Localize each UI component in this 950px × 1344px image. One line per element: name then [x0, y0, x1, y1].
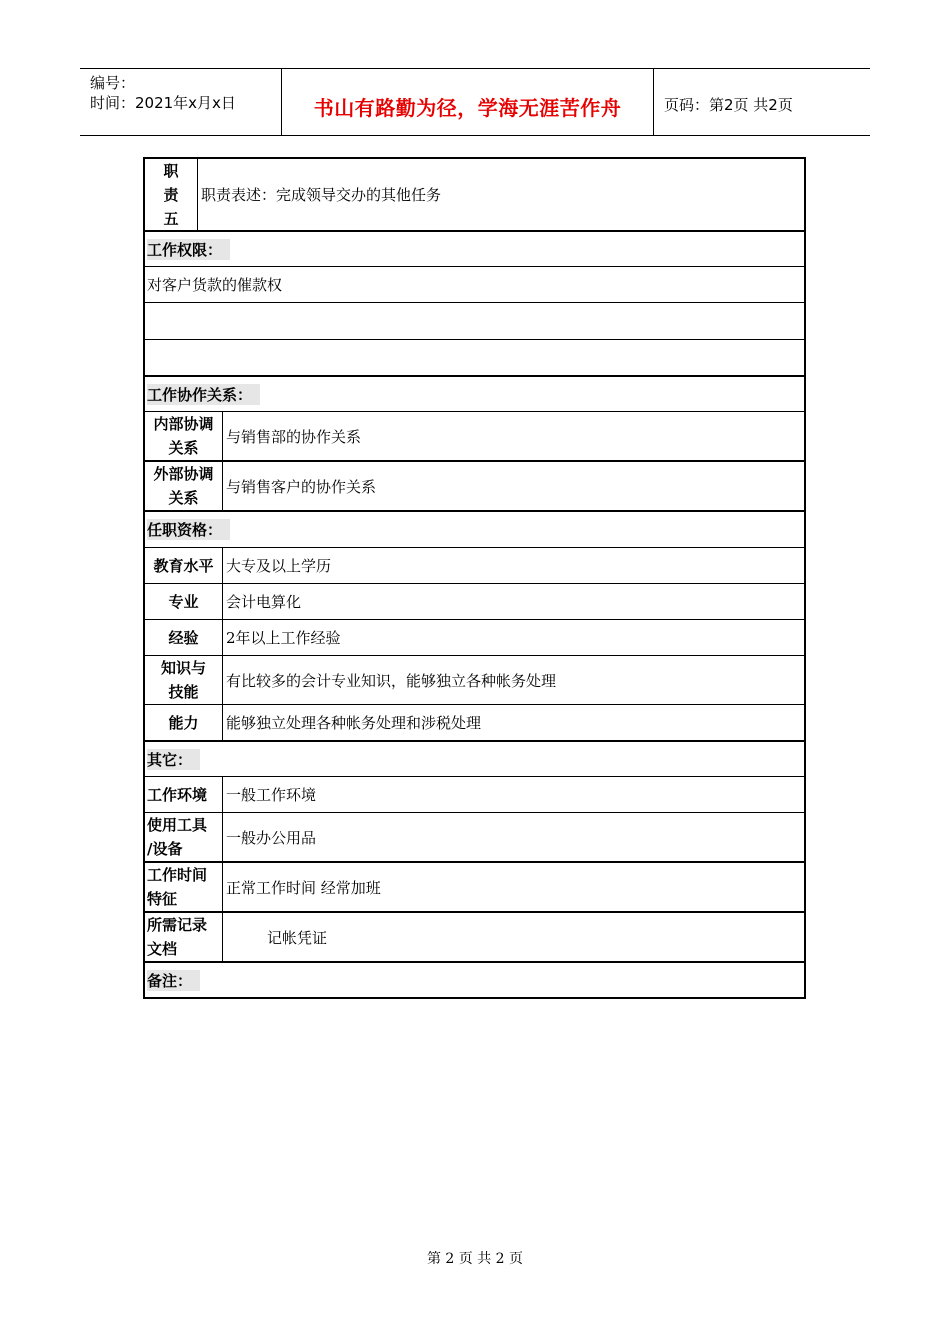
qualification-row: [143, 705, 806, 742]
other-label: 所需记录 文档: [145, 913, 223, 961]
qualification-row: [143, 584, 806, 620]
cooperation-title: 工作协作关系：: [147, 384, 260, 405]
qualification-row: [143, 620, 806, 656]
other-row: [143, 813, 806, 863]
qualification-value: 2年以上工作经验: [226, 629, 341, 647]
qualification-value: 能够独立处理各种帐务处理和涉税处理: [226, 714, 482, 732]
page-footer: 第 2 页 共 2 页: [426, 1251, 524, 1267]
remarks-row: [143, 963, 806, 999]
remarks-title: 备注：: [147, 970, 200, 991]
cooperation-value: 与销售客户的协作关系: [226, 477, 377, 496]
other-title: 其它：: [147, 749, 200, 770]
document-number-label: 编号：: [90, 74, 136, 92]
qualification-label: 知识与 技能: [145, 656, 223, 704]
other-section-header: [143, 742, 806, 777]
duty-five-text: 职责表述：完成领导交办的其他任务: [201, 186, 442, 204]
header-motto-cell: [282, 69, 654, 135]
other-label: 工作环境: [145, 777, 223, 812]
duty-five-label: 职 责 五: [145, 159, 198, 230]
other-value: 记帐凭证: [267, 928, 328, 947]
authority-section-header: [143, 232, 806, 267]
other-label: 使用工具 /设备: [145, 813, 223, 861]
header-page-cell: [654, 69, 870, 135]
authority-item-row: [143, 303, 806, 340]
cooperation-label: 内部协调 关系: [145, 412, 223, 460]
header-meta-cell: [80, 69, 282, 135]
cooperation-row: [143, 412, 806, 462]
authority-title: 工作权限：: [147, 239, 230, 260]
qualification-value: 有比较多的会计专业知识，能够独立各种帐务处理: [226, 671, 557, 690]
qualification-value: 大专及以上学历: [226, 557, 332, 575]
qualification-label: 经验: [145, 620, 223, 655]
header-motto: 书山有路勤为径，学海无涯苦作舟: [313, 96, 622, 120]
qualification-section-header: [143, 512, 806, 548]
cooperation-label: 外部协调 关系: [145, 462, 223, 510]
other-row: [143, 863, 806, 913]
other-row: [143, 777, 806, 813]
other-label: 工作时间 特征: [145, 863, 223, 911]
qualification-row: [143, 656, 806, 705]
cooperation-row: [143, 462, 806, 512]
qualification-row: [143, 548, 806, 584]
cooperation-section-header: [143, 377, 806, 412]
qualification-label: 能力: [145, 705, 223, 740]
authority-item-row: [143, 340, 806, 377]
authority-item-text: [145, 340, 804, 375]
page-header: [80, 68, 870, 136]
qualification-value: 会计电算化: [226, 593, 302, 611]
other-value: 一般工作环境: [226, 786, 317, 804]
job-description-table: [143, 157, 806, 999]
other-value: 一般办公用品: [226, 828, 317, 847]
authority-item-text: 对客户货款的催款权: [147, 276, 283, 294]
other-row: [143, 913, 806, 963]
authority-item-text: [145, 303, 804, 339]
qualification-title: 任职资格：: [147, 519, 230, 540]
cooperation-value: 与销售部的协作关系: [226, 427, 362, 446]
qualification-label: 专业: [145, 584, 223, 619]
duty-five-row: [143, 157, 806, 232]
qualification-label: 教育水平: [145, 548, 223, 583]
document-time-label: 时间：2021年x月x日: [90, 94, 236, 112]
header-page-info: 页码：第2页 共2页: [664, 96, 793, 114]
other-value: 正常工作时间 经常加班: [226, 878, 381, 897]
authority-item-row: [143, 267, 806, 303]
